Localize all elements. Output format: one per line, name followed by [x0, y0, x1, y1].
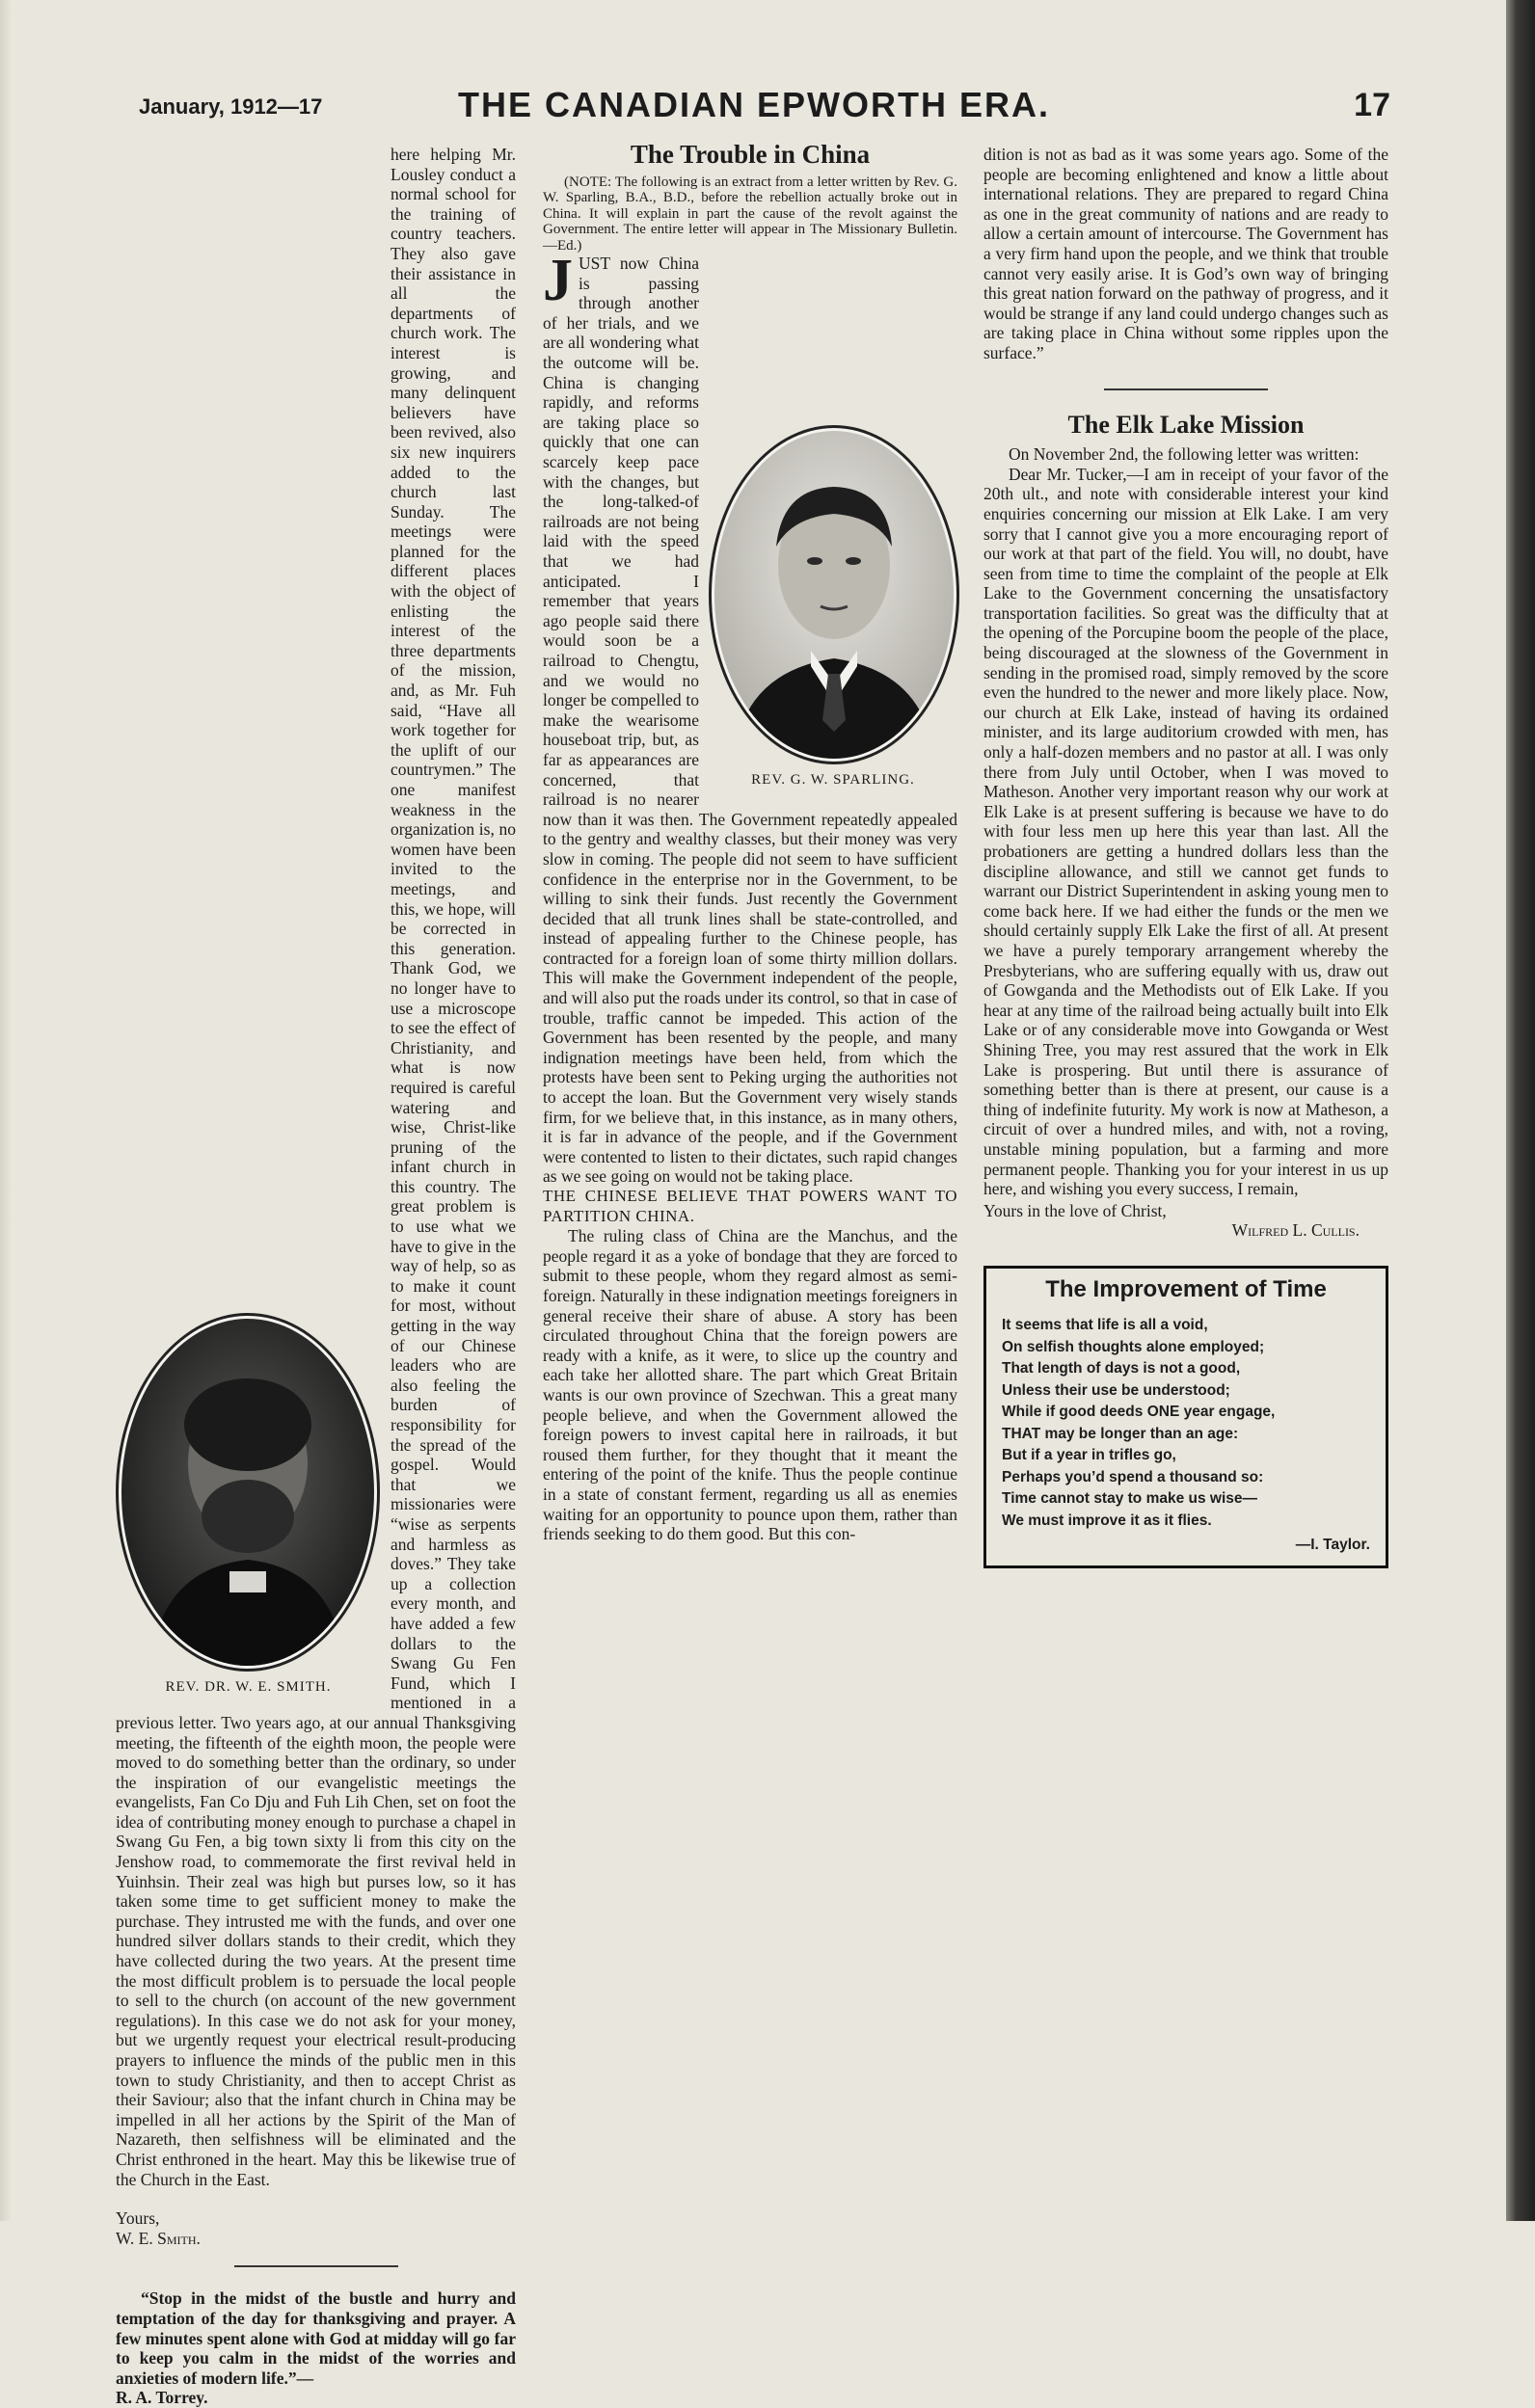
elk-lake-signature: Wilfred L. Cullis.: [1231, 1220, 1360, 1241]
col3-divider: [1104, 388, 1268, 390]
portrait-sparling-frame: [709, 425, 959, 764]
trouble-in-china-title: The Trouble in China: [630, 140, 871, 169]
poem-line: But if a year in trifles go,: [1002, 1447, 1176, 1464]
elk-lake-letter: Dear Mr. Tucker,—I am in receipt of your favor of the 20th ult., and note with considerable interest your kind enquiries concerning our mission at Elk Lake. I am very sorry that I cannot give you a more encouraging report of our work at that part of the field. You will, no doubt, have seen from time to time the complaint of the people at Elk Lake to the Government concerning the unsatisfactory transportation facilities. So great was the difficulty that at the opening of the Porcupine boom the people of the place, being discouraged at the slowness of the Government in sending in the promised road, simply removed by the score even the hundred to the newer and more likely place. Now, our church at Elk Lake, instead of having its ordained minister, and its large auditorium crowded with men, has only a half-dozen members and no pastor at all. I was only there from July until October, when I was moved to Matheson. Another very important reason why our work at Elk Lake is at present suffering is because we have to do with four less men up here this year than last. All the probationers are getting a hundred dollars less than the discipline allowance, and still we cannot get funds to warrant our District Superintendent in asking young men to come back here. If we had either the funds or the men we should certainly supply Elk Lake the first of all. At present we have a purely temporary arrangement whereby the Presbyterians, who are suffering equally with us, draw out of Gowganda and the Methodists out of Elk Lake. If you hear at any time of the railroad being actually built into Elk Lake or of any considerable move into Gowganda or West Shining Tree, you may rest assured that the work in Elk Lake is prospering. But until there is assurance of something better than is there at present, our cause is a thing of indefinite futurity. My work is now at Matheson, a circuit of over a hundred miles, and with, not a roving, unstable mining population, but a farming and more permanent people. Thanking you for your interest in us up here, and wishing you every success, I remain,: [983, 464, 1388, 1199]
editor-note: (NOTE: The following is an extract from a letter written by Rev. G. W. Sparling, B.A., B.D., before the rebellion actually broke out in China. It will explain in part the cause of the revolt against the Government. The entire letter will appear in The Missionary Bulletin.—Ed.): [543, 174, 957, 254]
col2-paragraph-1-text: UST now China is passing through another of her trials, and we are all wondering what the outcome will be. China is changing rapidly, and reforms are taking place so quickly that one can scarcely keep pace with the changes, but the long-talked-of railroads are not being laid with the speed that we had anticipated. I remember that years ago people said there would soon be a railroad to Chengtu, and we would no longer be compelled to make the wearisome houseboat trip, but, as far as appearances are concerned, that railroad is no nearer now than it was then. The Government repeatedly appealed to the gentry and wealthy classes, but their money was very slow in coming. The people did not seem to have sufficient confidence in the enterprise nor in the Government, to be willing to sink their funds. Just recently the Government decided that all trunk lines shall be state-controlled, and instead of appealing further to the Chinese people, has contracted for a foreign loan of some thirty million dollars. This will make the Government independent of the people, and will also put the roads under its control, so that in case of trouble, traffic cannot be impeded. This action of the Government has been resented by the people, and many indignation meetings have been held, from which the protests have been sent to Peking urging the authorities not to accept the loan. But the Government very wisely stands firm, for we believe that, in this instance, as in many others, it is far in advance of the people, and if the Government were contented to listen to their dictates, such rapid changes as we see going on would not be taking place.: [543, 254, 957, 1187]
column-right: [983, 145, 1388, 1568]
elk-lake-title: The Elk Lake Mission: [1067, 410, 1305, 439]
poem-line: Time cannot stay to make us wise—: [1002, 1490, 1258, 1508]
poem-line: While if good deeds ONE year engage,: [1002, 1404, 1276, 1421]
poem-line: It seems that life is all a void,: [1002, 1317, 1208, 1334]
portrait-smith-photo: [121, 1319, 374, 1666]
partition-subhead: THE CHINESE BELIEVE THAT POWERS WANT TO PARTITION CHINA.: [543, 1187, 957, 1225]
page-number: 17: [1354, 87, 1390, 123]
column-middle: [543, 140, 957, 1544]
col3-paragraph-1: dition is not as bad as it was some years ago. Some of the people are becoming enlightened and know a little about international relations. They are prepared to regard China as one in the great community of nations and are ready to allow a certain amount of intercourse. The Government has a very firm hand upon the people, and we think that trouble cannot very easily arise. It is God’s own way of bringing this great nation forward on the pathway of progress, and it would be strange if any land could undergo changes such as are taking place in China without some ripples upon the surface.”: [983, 145, 1388, 362]
poem-line: On selfish thoughts alone employed;: [1002, 1338, 1265, 1355]
improvement-of-time-box: [983, 1266, 1388, 1568]
poem-author: —I. Taylor.: [1295, 1537, 1370, 1554]
improvement-of-time-title: The Improvement of Time: [1045, 1275, 1327, 1302]
page-header: [135, 85, 1398, 133]
poem-line: Unless their use be understood;: [1002, 1381, 1230, 1399]
col1-signature: W. E. Smith.: [116, 2228, 201, 2248]
elk-lake-closing: Yours in the love of Christ,: [983, 1200, 1167, 1220]
torrey-quote: “Stop in the midst of the bustle and hurry and temptation of the day for thanksgiving and prayer. A few minutes spent alone with God at midday will go far to keep you calm in the midst of the worries and anxieties of modern life.”—: [116, 2288, 516, 2388]
poem-line: That length of days is not a good,: [1002, 1360, 1241, 1378]
dropcap-j: J: [543, 248, 573, 314]
col2-paragraph-2: The ruling class of China are the Manchus, and the people regard it as a yoke of bondage that they are forced to submit to these people, whom they regard almost as semi-foreign. Naturally in these indignation meetings foreigners in general receive their share of abuse. A story has been circulated throughout China that the foreign powers are ready with a knife, as it were, to slice up the country and each take her allotted share. The part which Great Britain wants is our own province of Szechwan. This a great many people believe, and when the Government allowed the foreign powers to invest capital here in railroads, it but roused them further, for they thought that it meant the entering of the point of the knife. Thus the people continue in a state of constant ferment, regarding us all as enemies waiting for an opportunity to pounce upon them, rather than friends seeking to do them good. But this con-: [543, 1226, 957, 1544]
poem-line: We must improve it as it flies.: [1002, 1512, 1212, 1529]
poem-line: Perhaps you’d spend a thousand so:: [1002, 1468, 1264, 1485]
portrait-smith-frame: [116, 1313, 380, 1672]
magazine-title: THE CANADIAN EPWORTH ERA.: [458, 85, 1050, 124]
portrait-smith-caption: REV. DR. W. E. SMITH.: [165, 1679, 332, 1695]
column-left: [116, 145, 516, 2408]
book-binding: [1506, 0, 1535, 2221]
torrey-quote-author: R. A. Torrey.: [116, 2388, 208, 2408]
page-edge: [0, 0, 13, 2221]
portrait-smith: [116, 1313, 381, 1698]
elk-lake-intro: On November 2nd, the following letter was written:: [1009, 444, 1360, 465]
portrait-sparling-photo: [714, 431, 954, 759]
improvement-of-time-poem: [1002, 1315, 1370, 1532]
col1-divider: [234, 2265, 398, 2267]
portrait-sparling-caption: REV. G. W. SPARLING.: [751, 772, 915, 789]
header-date: January, 1912—17: [139, 94, 323, 119]
portrait-sparling: [709, 425, 957, 790]
col1-closing: Yours,: [116, 2208, 160, 2229]
col1-paragraph: here helping Mr. Lousley conduct a normal school for the training of country teachers. They also gave their assistance in all the departments of church work. The interest is growing, and many delinquent believers have been revived, also six new inquirers added to the church last Sunday. The meetings were planned for the different places with the object of enlisting the interest of the three departments of the mission, and, as Mr. Fuh said, “Have all work together for the uplift of our countrymen.” The one manifest weakness in the organization is, no women have been invited to the meetings, and this, we hope, will be corrected in this generation. Thank God, we no longer have to use a microscope to see the effect of Christianity, and what is now required is careful watering and wise, Christ-like pruning of the infant church in this country. The great problem is to use what we have to give in the way of help, so as to make it count for most, without getting in the way of our Chinese leaders who are also feeling the burden of responsibility for the spread of the gospel. Would that we missionaries were “wise as serpents and harmless as doves.” They take up a collection every month, and have added a few dollars to the Swang Gu Fen Fund, which I mentioned in a previous letter. Two years ago, at our annual Thanksgiving meeting, the fifteenth of the eighth moon, the people were moved to do something better than the ordinary, so under the inspiration of our evangelistic meetings the evangelists, Fan Co Dju and Fuh Lih Chen, set on foot the idea of contributing money enough to purchase a chapel in Swang Gu Fen, a big town sixty li from this city on the Jenshow road, to commemorate the first revival held in Yuinhsin. Their zeal was high but purses low, so it has taken some time to get sufficient money to make the purchase. They intrusted me with the funds, and over one hundred silver dollars stands to their credit, which they have collected during the two years. At the present time the most difficult problem is to persuade the local people to sell to the church (on account of the new government regulations). In this case we do not ask for your money, but we urgently request your electrical result-producing prayers to influence the minds of the public men in this town to study Christianity, and then to accept Christ as their Saviour; also that the infant church in China may be impelled in all her actions by the Spirit of the Man of Nazareth, then selfishness will be eliminated and the Christ enthroned in the heart. May this be likewise true of the Church in the East.: [116, 145, 516, 2189]
poem-line: THAT may be longer than an age:: [1002, 1425, 1239, 1442]
